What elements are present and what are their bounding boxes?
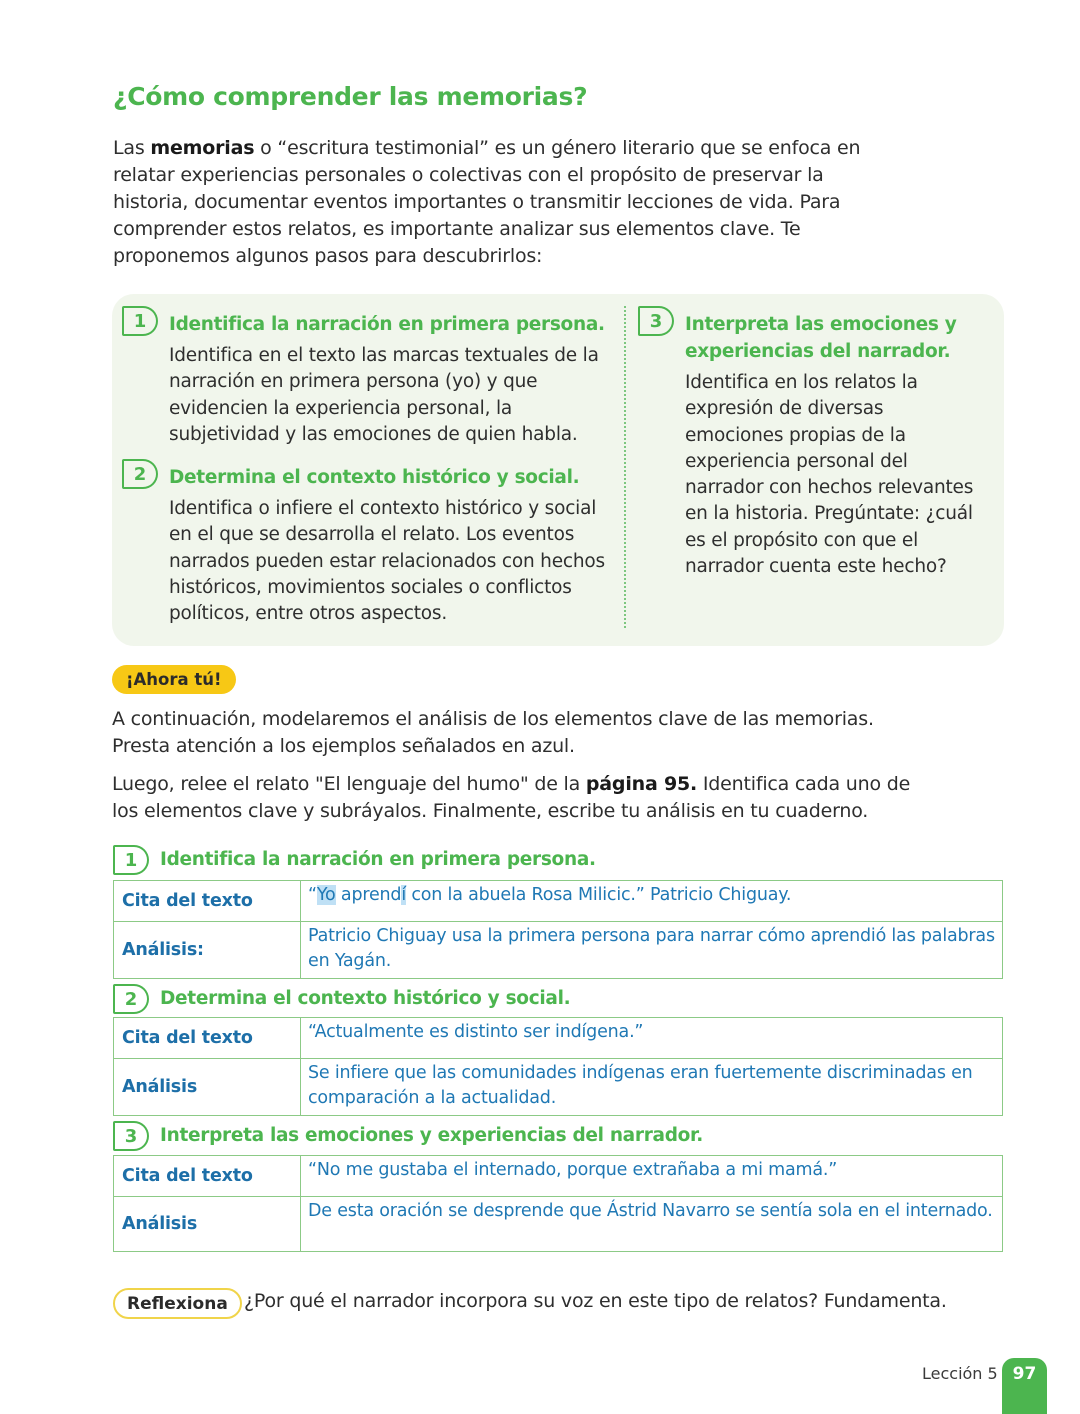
step-body: Identifica en los relatos la expresión de diversas emociones propias de la experiencia personal del narrador con hechos relevantes en la historia. Pregúntate: ¿cuál es el propósito con que el narrador cuenta este hecho? — [685, 372, 974, 578]
step-number-badge: 2 — [122, 459, 158, 489]
table-row — [114, 881, 1003, 922]
analisis-label: Análisis — [114, 1197, 301, 1252]
intro-paragraph — [113, 135, 873, 270]
reflexiona-question: ¿Por qué el narrador incorpora su voz en este tipo de relatos? Fundamenta. — [244, 1290, 947, 1312]
step-heading: Determina el contexto histórico y social. — [169, 467, 580, 488]
step-heading: Identifica la narración en primera persona. — [169, 314, 605, 335]
analisis-label: Análisis — [114, 1059, 301, 1116]
analisis-value: Patricio Chiguay usa la primera persona para narrar cómo aprendió las palabras en Yagán. — [301, 922, 1003, 979]
cita-value: “Actualmente es distinto ser indígena.” — [301, 1018, 1003, 1059]
page-reference: página 95. — [585, 773, 698, 795]
step-body: Identifica o infiere el contexto histórico y social en el que se desarrolla el relato. Los eventos narrados pueden estar relacionados con hechos históricos, movimientos sociales o conflictos políticos, entre otros aspectos. — [169, 498, 605, 625]
page-title: ¿Cómo comprender las memorias? — [113, 82, 588, 111]
analisis-value: De esta oración se desprende que Ástrid Navarro se sentía sola en el internado. — [301, 1197, 1003, 1252]
table-row — [114, 1059, 1003, 1116]
cita-value — [301, 881, 1003, 922]
analisis-label: Análisis: — [114, 922, 301, 979]
cita-text: con la abuela Rosa Milicic.” Patricio Chiguay. — [406, 885, 792, 905]
step-number-badge: 3 — [638, 306, 674, 336]
highlighted-word: Yo — [316, 885, 336, 905]
analysis-title: Identifica la narración en primera persona. — [160, 849, 596, 870]
intro-text-post: o “escritura testimonial” es un género literario que se enfoca en relatar experiencias personales o colectivas con el propósito de preservar la historia, documentar eventos importantes o transmitir lecciones de vida. Para comprender estos relatos, es importante analizar sus elementos clave. Te proponemos algunos pasos para descubrirlos: — [113, 137, 861, 267]
instruction-text-post: Identifica cada uno de los elementos clave y subráyalos. Finalmente, escribe tu análisis en tu cuaderno. — [112, 773, 911, 822]
cita-value: “No me gustaba el internado, porque extrañaba a mi mamá.” — [301, 1156, 1003, 1197]
ahora-tu-badge: ¡Ahora tú! — [112, 665, 236, 694]
analisis-value: Se infiere que las comunidades indígenas eran fuertemente discriminadas en comparación a la actualidad. — [301, 1059, 1003, 1116]
intro-text-pre: Las — [113, 137, 151, 159]
highlighted-letter: í — [401, 885, 407, 905]
step-heading: Interpreta las emociones y experiencias del narrador. — [685, 314, 957, 362]
table-row — [114, 922, 1003, 979]
table-row — [114, 1156, 1003, 1197]
step-number-badge: 2 — [113, 984, 149, 1014]
reflexiona-badge: Reflexiona — [113, 1288, 242, 1319]
table-row — [114, 1018, 1003, 1059]
step-number-badge: 1 — [113, 845, 149, 875]
lesson-label: Lección 5 — [922, 1364, 998, 1383]
dotted-divider — [624, 306, 626, 628]
page-number-tab: 97 — [1002, 1358, 1047, 1414]
step-body: Identifica en el texto las marcas textuales de la narración en primera persona (yo) y que evidencien la experiencia personal, la subjetividad y las emociones de quien habla. — [169, 345, 599, 445]
step-number-badge: 3 — [113, 1121, 149, 1151]
instruction-text-pre: Luego, relee el relato "El lenguaje del humo" de la — [112, 773, 586, 795]
analysis-1-table — [113, 880, 1003, 979]
cita-label: Cita del texto — [114, 881, 301, 922]
quote-mark: “ — [308, 885, 317, 905]
analysis-2-table — [113, 1017, 1003, 1116]
cita-label: Cita del texto — [114, 1156, 301, 1197]
step-number-badge: 1 — [122, 306, 158, 336]
analysis-title: Interpreta las emociones y experiencias del narrador. — [160, 1125, 703, 1146]
analysis-3-table — [113, 1155, 1003, 1252]
intro-bold-term: memorias — [150, 137, 255, 159]
cita-label: Cita del texto — [114, 1018, 301, 1059]
instruction-paragraph-2 — [112, 771, 912, 825]
analysis-title: Determina el contexto histórico y social. — [160, 988, 571, 1009]
instruction-paragraph-1: A continuación, modelaremos el análisis de los elementos clave de las memorias. Presta atención a los ejemplos señalados en azul. — [112, 708, 874, 757]
cita-text: aprend — [335, 885, 402, 905]
table-row — [114, 1197, 1003, 1252]
